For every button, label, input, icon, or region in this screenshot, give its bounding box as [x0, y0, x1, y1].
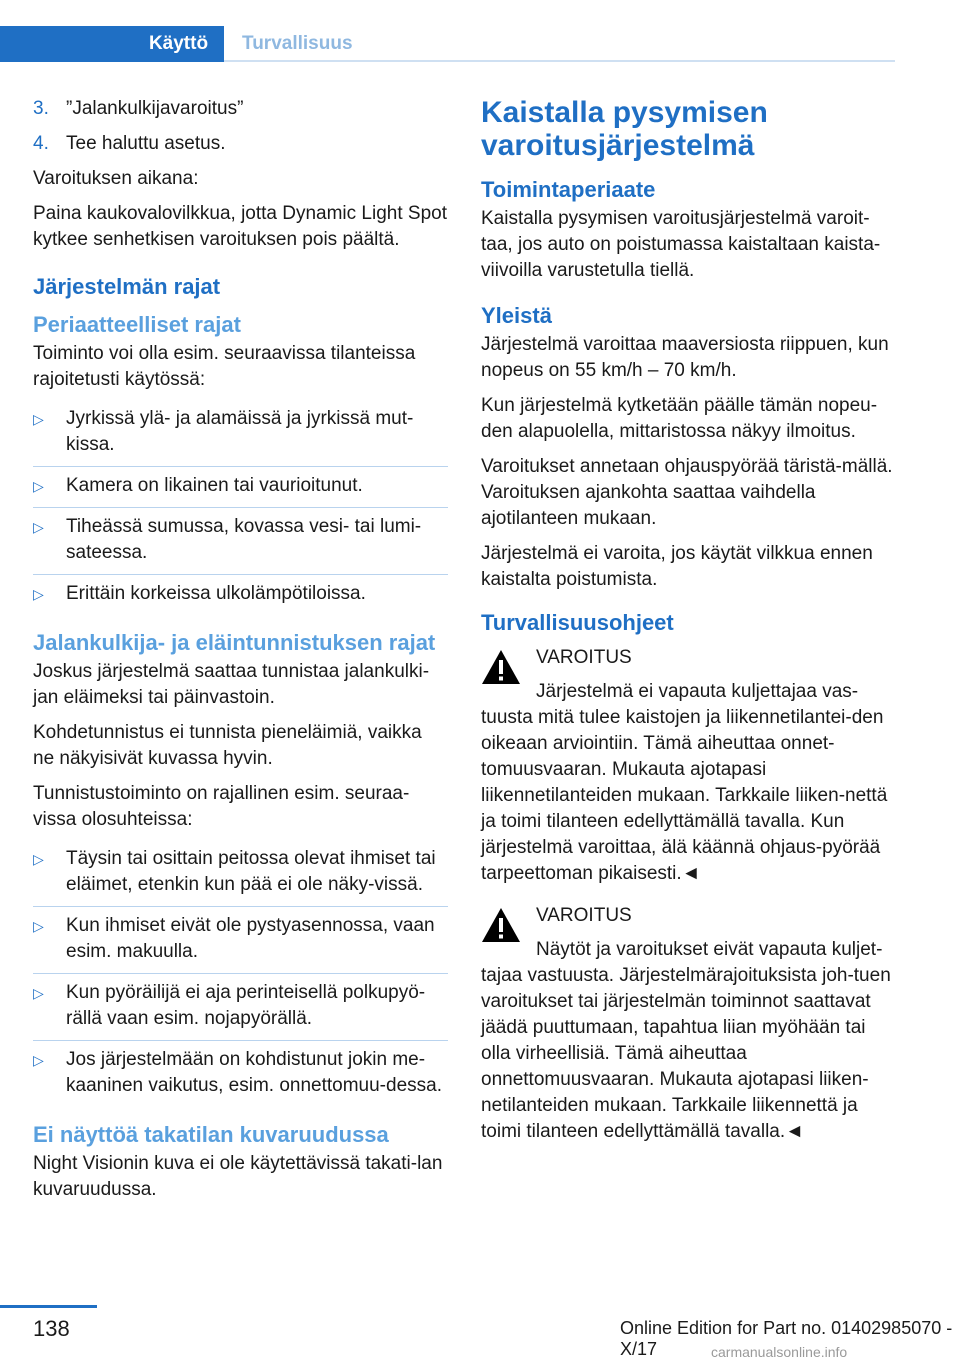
warning-box	[481, 903, 895, 1145]
subsection-heading: Periaatteelliset rajat	[33, 312, 241, 337]
paragraph: Toiminto voi olla esim. seuraavissa tilanteissa rajoitetusti käytössä:	[33, 343, 416, 390]
bullet-list	[33, 400, 448, 615]
paragraph: Kohdetunnistus ei tunnista pieneläimiä, vaikka ne näkyisivät kuvassa hyvin.	[33, 722, 422, 769]
subsection-heading: Ei näyttöä takatilan kuvaruudussa	[33, 1122, 389, 1147]
list-item	[33, 575, 448, 615]
paragraph: Joskus järjestelmä saattaa tunnistaa jalankulki-jan eläimeksi tai päinvastoin.	[33, 661, 430, 708]
triangle-bullet-icon: ▷	[33, 1052, 44, 1068]
triangle-bullet-icon: ▷	[33, 918, 44, 934]
page-header	[0, 0, 960, 64]
paragraph: Tunnistustoiminto on rajallinen esim. seuraa-vissa olosuhteissa:	[33, 783, 410, 830]
warning-box	[481, 645, 895, 887]
section-heading: Turvallisuusohjeet	[481, 610, 674, 635]
triangle-bullet-icon: ▷	[33, 985, 44, 1001]
step-text: ”Jalankulkijavaroitus”	[66, 98, 244, 119]
warning-triangle-icon	[481, 649, 521, 685]
warning-text-first-line: Järjestelmä ei vapauta kuljettajaa vas-	[536, 681, 859, 702]
warning-title: VAROITUS	[536, 905, 632, 926]
left-column	[33, 96, 448, 1212]
bullet-list	[33, 840, 448, 1107]
step-number: 3.	[33, 98, 49, 119]
section-heading: Toimintaperiaate	[481, 177, 656, 202]
list-item	[33, 1041, 448, 1107]
list-item	[33, 974, 448, 1041]
list-item-text: Täysin tai osittain peitossa olevat ihmiset tai eläimet, etenkin kun pää ei ole näky-vissä.	[66, 848, 436, 895]
list-item	[33, 907, 448, 974]
header-section-active: Käyttö	[133, 26, 224, 62]
warning-title: VAROITUS	[536, 647, 632, 668]
paragraph: Varoitukset annetaan ohjauspyörää täristä-mällä. Varoituksen ajankohta saattaa vaihdella ajotilanteen mukaan.	[481, 456, 893, 529]
header-section-inactive: Turvallisuus	[224, 26, 895, 62]
list-item	[33, 400, 448, 467]
warning-text-first-line: Näytöt ja varoitukset eivät vapauta kuljet-	[536, 939, 883, 960]
header-rule	[224, 60, 895, 62]
warning-text: tuusta mitä tulee kaistojen ja liikennetilantei-den oikeaan arviointiin. Tämä aiheuttaa onnet-tomuusvaaran. Mukauta ajotapasi liikennetilanteiden mukaan. Tarkkaile liiken-nettä ja toimi tilanteen edellyttämällä tavalla. Kun järjestelmä varoittaa, älä käännä ohjaus-pyörää tarpeettoman pikaisesti.◄	[481, 707, 888, 884]
subsection-heading: Jalankulkija- ja eläintunnistuksen rajat	[33, 630, 436, 655]
right-column	[481, 96, 895, 1161]
triangle-bullet-icon: ▷	[33, 586, 44, 602]
paragraph: Paina kaukovalovilkkua, jotta Dynamic Light Spot kytkee senhetkisen varoituksen pois päältä.	[33, 203, 448, 250]
triangle-bullet-icon: ▷	[33, 519, 44, 535]
step-4	[33, 131, 448, 157]
triangle-bullet-icon: ▷	[33, 851, 44, 867]
section-heading: Järjestelmän rajat	[33, 274, 221, 299]
warning-text: tajaa vastuusta. Järjestelmärajoituksista joh-tuen varoitukset tai järjestelmän toiminnot saattavat jäädä puuttumaan, tapahtua liian myöhään tai olla virheellisiä. Tämä aiheuttaa onnettomuusvaaran. Mukauta ajotapasi liiken-netilanteiden mukaan. Tarkkaile liikennettä ja toimi tilanteen edellyttämällä tavalla.◄	[481, 965, 891, 1142]
step-number: 4.	[33, 133, 49, 154]
paragraph: Kun järjestelmä kytketään päälle tämän nopeu-den alapuolella, mittaristossa näkyy ilmoitus.	[481, 395, 878, 442]
list-item-text: Kun ihmiset eivät ole pystyasennossa, vaan esim. makuulla.	[66, 915, 435, 962]
list-item	[33, 840, 448, 907]
page-number: 138	[33, 1316, 70, 1341]
paragraph: Night Visionin kuva ei ole käytettävissä takati-lan kuvaruudussa.	[33, 1153, 443, 1200]
chapter-heading: Kaistalla pysymisen varoitusjärjestelmä	[481, 96, 768, 162]
triangle-bullet-icon: ▷	[33, 411, 44, 427]
step-text: Tee haluttu asetus.	[66, 133, 226, 154]
footer-rule	[0, 1305, 97, 1308]
edition-note: Online Edition for Part no. 01402985070 - X/17	[620, 1318, 953, 1359]
paragraph: Järjestelmä ei varoita, jos käytät vilkkua ennen kaistalta poistumista.	[481, 543, 873, 590]
list-item	[33, 508, 448, 575]
section-heading: Yleistä	[481, 303, 552, 328]
list-item-text: Jos järjestelmään on kohdistunut jokin me-kaaninen vaikutus, esim. onnettomuu-dessa.	[66, 1049, 442, 1096]
paragraph: Järjestelmä varoittaa maaversiosta riippuen, kun nopeus on 55 km/h – 70 km/h.	[481, 334, 889, 381]
list-item-text: Erittäin korkeissa ulkolämpötiloissa.	[66, 583, 366, 604]
list-item	[33, 467, 448, 508]
triangle-bullet-icon: ▷	[33, 478, 44, 494]
list-item-text: Tiheässä sumussa, kovassa vesi- tai lumi-sateessa.	[66, 516, 422, 563]
warning-triangle-icon	[481, 907, 521, 943]
paragraph: Kaistalla pysymisen varoitusjärjestelmä varoit-taa, jos auto on poistumassa kaistaltaan kaista-viivoilla varustetulla tiellä.	[481, 208, 881, 281]
list-item-text: Kamera on likainen tai vaurioitunut.	[66, 475, 363, 496]
list-item-text: Kun pyöräilijä ei aja perinteisellä polkupyö-rällä vaan esim. nojapyörällä.	[66, 982, 426, 1029]
paragraph: Varoituksen aikana:	[33, 168, 199, 189]
watermark: carmanualsonline.info	[711, 1344, 848, 1360]
list-item-text: Jyrkissä ylä- ja alamäissä ja jyrkissä mut-kissa.	[66, 408, 414, 455]
step-3	[33, 96, 448, 122]
